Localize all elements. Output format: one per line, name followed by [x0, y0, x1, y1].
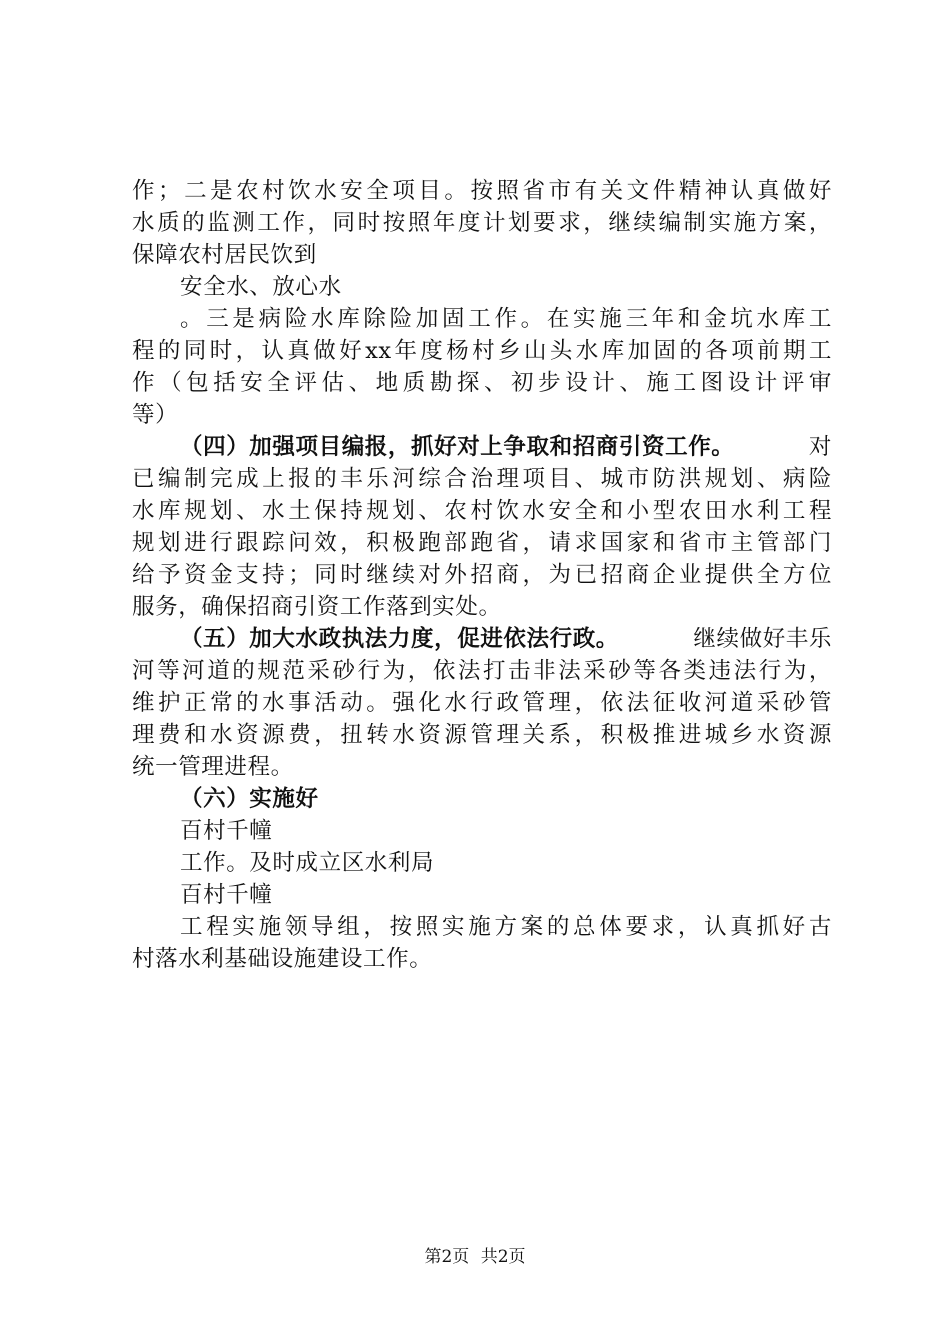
text-line: 程的同时，认真做好xx年度杨村乡山头水库加固的各项前期工: [132, 338, 832, 364]
text-line: 维护正常的水事活动。强化水行政管理，依法征收河道采砂管: [132, 690, 832, 716]
text-line: 统一管理进程。: [132, 754, 294, 780]
text-line: 作（包括安全评估、地质勘探、初步设计、施工图设计评审: [132, 370, 832, 396]
text-line: 服务，确保招商引资工作落到实处。: [132, 594, 502, 620]
text-line: 理费和水资源费，扭转水资源管理关系，积极推进城乡水资源: [132, 722, 832, 748]
page-total: 共2页: [480, 1247, 526, 1267]
text-line: 。三是病险水库除险加固工作。在实施三年和金坑水库工: [180, 306, 832, 332]
document-body: [132, 175, 832, 975]
text-line: 百村千幢: [180, 818, 273, 844]
text-line: 河等河道的规范采砂行为，依法打击非法采砂等各类违法行为，: [132, 658, 832, 684]
text-line: 作；二是农村饮水安全项目。按照省市有关文件精神认真做好: [132, 178, 832, 204]
text-line: 工作。及时成立区水利局: [180, 850, 435, 876]
text-line: 安全水、放心水: [180, 274, 342, 300]
page-footer: [0, 1246, 950, 1268]
text-line: 等）: [132, 402, 179, 428]
text-line: 工程实施领导组，按照实施方案的总体要求，认真抓好古: [180, 914, 832, 940]
text-line: 村落水利基础设施建设工作。: [132, 946, 433, 972]
text-line: 水库规划、水土保持规划、农村饮水安全和小型农田水利工程: [132, 498, 832, 524]
text-line: 水质的监测工作，同时按照年度计划要求，继续编制实施方案，: [132, 210, 832, 236]
text-line: 百村千幢: [180, 882, 273, 908]
section-heading-5: （五）加大水政执法力度，促进依法行政。: [180, 626, 619, 652]
text-line: [132, 623, 832, 655]
text-line: 给予资金支持；同时继续对外招商，为已招商企业提供全方位: [132, 562, 832, 588]
text-line: 保障农村居民饮到: [132, 242, 317, 268]
section-heading-4: （四）加强项目编报，抓好对上争取和招商引资工作。: [180, 434, 735, 460]
text-line: 已编制完成上报的丰乐河综合治理项目、城市防洪规划、病险: [132, 466, 832, 492]
text-fragment: 继续做好丰乐: [693, 626, 832, 652]
section-heading-6: （六）实施好: [180, 786, 319, 812]
text-fragment: 对: [808, 434, 832, 460]
text-line: 规划进行跟踪问效，积极跑部跑省，请求国家和省市主管部门: [132, 530, 832, 556]
text-line: [132, 431, 832, 463]
page-number: 第2页: [424, 1247, 470, 1267]
